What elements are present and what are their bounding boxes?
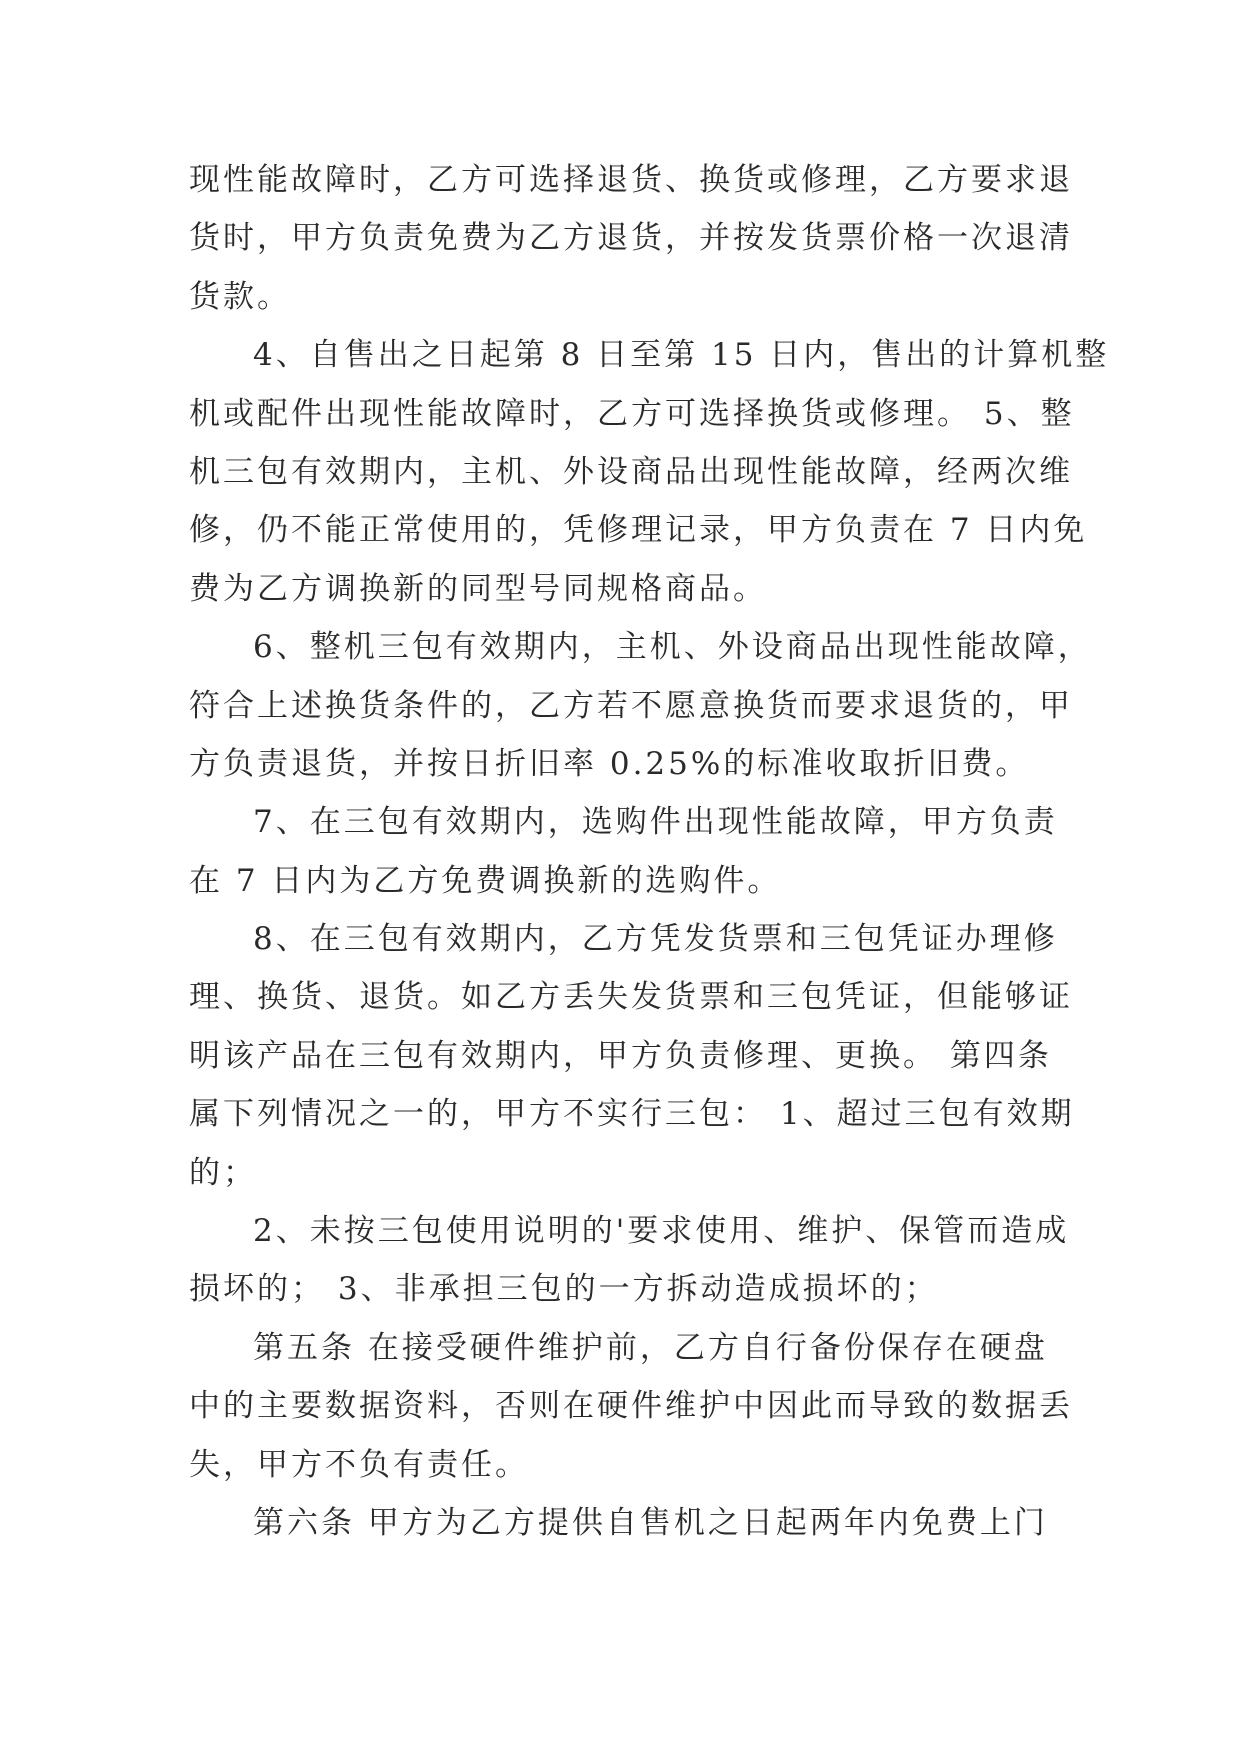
text-line: 货款。 <box>189 278 291 315</box>
text-line: 机三包有效期内，主机、外设商品出现性能故障，经两次维 <box>189 453 1073 490</box>
document-body <box>189 151 1110 1552</box>
text-line: 中的主要数据资料，否则在硬件维护中因此而导致的数据丢 <box>189 1388 1073 1425</box>
text-line: 机或配件出现性能故障时，乙方可选择换货或修理。 5、整 <box>189 395 1075 432</box>
text-line: 理、换货、退货。如乙方丢失发货票和三包凭证，但能够证 <box>189 979 1073 1016</box>
text-line: 第五条 在接受硬件维护前，乙方自行备份保存在硬盘 <box>253 1329 1048 1366</box>
text-line: 6、整机三包有效期内，主机、外设商品出现性能故障， <box>253 629 1092 666</box>
text-line: 2、未按三包使用说明的'要求使用、维护、保管而造成 <box>253 1213 1070 1250</box>
text-line: 符合上述换货条件的，乙方若不愿意换货而要求退货的，甲 <box>189 687 1073 724</box>
text-line: 货时，甲方负责免费为乙方退货，并按发货票价格一次退清 <box>189 220 1073 257</box>
text-line: 的； <box>189 1154 257 1191</box>
text-line: 4、自售出之日起第 8 日至第 15 日内，售出的计算机整 <box>253 337 1110 374</box>
text-line: 修，仍不能正常使用的，凭修理记录，甲方负责在 7 日内免 <box>189 512 1088 549</box>
text-line: 费为乙方调换新的同型号同规格商品。 <box>189 570 767 607</box>
text-line: 明该产品在三包有效期内，甲方负责修理、更换。 第四条 <box>189 1037 1052 1074</box>
text-line: 损坏的； 3、非承担三包的一方拆动造成损坏的； <box>189 1271 939 1308</box>
text-line: 第六条 甲方为乙方提供自售机之日起两年内免费上门 <box>253 1504 1048 1541</box>
text-line: 失，甲方不负有责任。 <box>189 1446 529 1483</box>
text-line: 方负责退货，并按日折旧率 0.25%的标准收取折旧费。 <box>189 745 1030 782</box>
text-line: 在 7 日内为乙方免费调换新的选购件。 <box>189 862 782 899</box>
text-line: 8、在三包有效期内，乙方凭发货票和三包凭证办理修 <box>253 921 1058 958</box>
text-line: 7、在三包有效期内，选购件出现性能故障，甲方负责 <box>253 804 1058 841</box>
text-line: 现性能故障时，乙方可选择退货、换货或修理，乙方要求退 <box>189 162 1073 198</box>
text-line: 属下列情况之一的，甲方不实行三包： 1、超过三包有效期 <box>189 1096 1075 1133</box>
